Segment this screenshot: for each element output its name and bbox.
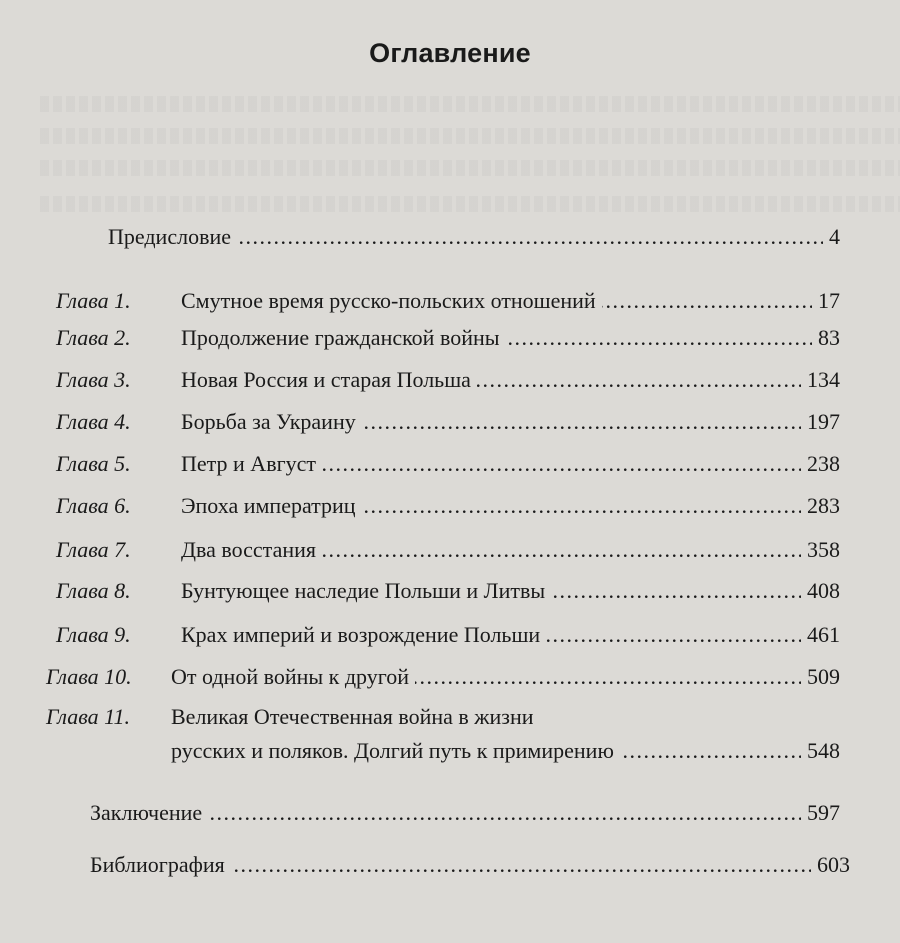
- toc-entry-title: От одной войны к другой: [171, 664, 410, 689]
- toc-entry-page: 238: [807, 451, 840, 476]
- show-through-texture: [40, 160, 900, 176]
- toc-entry-title: Крах империй и возрождение Польши: [181, 622, 541, 647]
- dot-leader: [602, 288, 812, 310]
- toc-entry-chapter-5[interactable]: [56, 449, 840, 477]
- toc-entry-label: Глава 2.: [56, 325, 131, 350]
- toc-entry-page: 4: [829, 224, 840, 249]
- toc-entry-title: Продолжение гражданской войны: [181, 325, 500, 350]
- toc-entry-page: 17: [818, 288, 840, 313]
- dot-leader: [237, 224, 823, 246]
- toc-entry-title: Петр и Август: [181, 451, 316, 476]
- toc-entry-page: 461: [807, 622, 840, 647]
- toc-entry-chapter-6[interactable]: [56, 491, 840, 519]
- toc-entry-bibliography[interactable]: [90, 850, 850, 878]
- dot-leader: [362, 493, 801, 515]
- dot-leader: [477, 367, 801, 389]
- toc-entry-chapter-9[interactable]: [56, 620, 840, 648]
- show-through-texture: [40, 128, 900, 144]
- toc-entry-title: Новая Россия и старая Польша: [181, 367, 471, 392]
- toc-entry-title-continued: русских и поляков. Долгий путь к примирению: [171, 738, 614, 763]
- toc-entry-page: 603: [817, 852, 850, 877]
- toc-entry-chapter-11[interactable]: [46, 704, 840, 764]
- dot-leader: [322, 537, 801, 559]
- toc-entry-page: 509: [807, 664, 840, 689]
- dot-leader: [231, 852, 811, 874]
- toc-entry-chapter-3[interactable]: [56, 365, 840, 393]
- dot-leader: [362, 409, 801, 431]
- toc-entry-title: Два восстания: [181, 537, 316, 562]
- toc-entry-page: 134: [807, 367, 840, 392]
- toc-entry-page: 283: [807, 493, 840, 518]
- toc-entry-page: 597: [807, 800, 840, 825]
- dot-leader: [506, 325, 812, 347]
- dot-leader: [208, 800, 801, 822]
- toc-entry-label: Глава 8.: [56, 578, 131, 603]
- dot-leader: [322, 451, 801, 473]
- toc-entry-title: Библиография: [90, 852, 225, 877]
- toc-entry-page: 358: [807, 537, 840, 562]
- show-through-texture: [40, 96, 900, 112]
- toc-entry-label: Глава 10.: [46, 664, 132, 689]
- toc-entry-label: Глава 9.: [56, 622, 131, 647]
- dot-leader: [546, 622, 801, 644]
- toc-entry-title: Борьба за Украину: [181, 409, 356, 434]
- toc-entry-label: Глава 11.: [46, 704, 130, 729]
- toc-entry-title: Предисловие: [108, 224, 231, 249]
- toc-entry-chapter-2[interactable]: [56, 323, 840, 351]
- toc-entry-title: Заключение: [90, 800, 203, 825]
- toc-entry-title: Смутное время русско-польских отношений: [181, 288, 596, 313]
- toc-entry-preface[interactable]: [108, 222, 840, 250]
- toc-entry-label: Глава 3.: [56, 367, 131, 392]
- show-through-texture: [40, 196, 900, 212]
- toc-entry-page: 83: [818, 325, 840, 350]
- toc-entry-conclusion[interactable]: [90, 798, 840, 826]
- toc-entry-page: 408: [807, 578, 840, 603]
- toc-entry-chapter-4[interactable]: [56, 407, 840, 435]
- toc-entry-chapter-1[interactable]: [56, 286, 840, 314]
- toc-entry-title: Великая Отечественная война в жизни: [171, 704, 534, 729]
- toc-entry-page: 197: [807, 409, 840, 434]
- page-title: Оглавление: [369, 38, 531, 68]
- toc-entry-chapter-10[interactable]: [46, 662, 840, 690]
- toc-entry-title: Бунтующее наследие Польши и Литвы: [181, 578, 546, 603]
- dot-leader: [415, 664, 801, 686]
- toc-entry-chapter-8[interactable]: [56, 576, 840, 604]
- toc-entry-label: Глава 6.: [56, 493, 131, 518]
- toc-entry-label: Глава 1.: [56, 288, 131, 313]
- toc-entry-page: 548: [807, 738, 840, 763]
- toc-entry-label: Глава 4.: [56, 409, 131, 434]
- dot-leader: [620, 738, 801, 760]
- dot-leader: [551, 578, 801, 600]
- toc-entry-label: Глава 7.: [56, 537, 131, 562]
- toc-entry-title: Эпоха императриц: [181, 493, 356, 518]
- toc-entry-chapter-7[interactable]: [56, 535, 840, 563]
- toc-entry-label: Глава 5.: [56, 451, 131, 476]
